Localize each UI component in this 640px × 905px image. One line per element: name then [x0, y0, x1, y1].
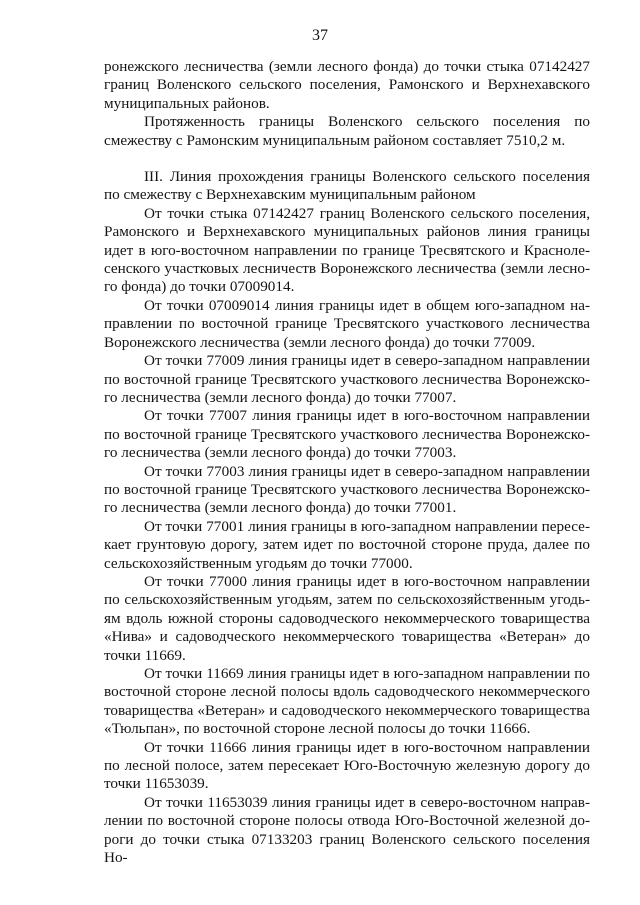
paragraph-point-77003: От точки 77003 линия границы идет в северо-западном направлении по восточной границе Тресвятского участкового лесничества Воронежского лесничества (земли лесного фонда) до точки 77001.: [104, 462, 590, 517]
paragraph-point-11669: От точки 11669 линия границы идет в юго-западном направлении по восточной стороне лесной полосы вдоль садоводческого некоммерческого товарищества «Ветеран» и садоводческого некоммерческого товарищества «Тюльпан», по восточной стороне лесной полосы до точки 11666.: [104, 665, 590, 738]
paragraph-boundary-length: Протяженность границы Воленского сельского поселения по смежеству с Рамонским муниципальным районом составляет 7510,2 м.: [104, 113, 590, 149]
section-heading: III. Линия прохождения границы Воленского сельского поселения по смежеству с Верхнехавским муниципальным районом: [104, 168, 590, 204]
document-body: [104, 58, 590, 867]
paragraph-continuation: ронежского лесничества (земли лесного фонда) до точки стыка 07142427 границ Воленского сельского поселения, Рамонского и Верхнехавского муниципальных районов.: [104, 58, 590, 112]
paragraph-point-11653039: От точки 11653039 линия границы идет в северо-восточном направлении по восточной стороне полосы отвода Юго-Восточной железной дороги до точки стыка 07133203 границ Воленского сельского поселения Но-: [104, 793, 590, 867]
paragraph-point-07142427: От точки стыка 07142427 границ Воленского сельского поселения, Рамонского и Верхнехавского муниципальных районов линия границы идет в юго-восточном направлении по границе Тресвятского и Краснолесенского участковых лесничеств Воронежского лесничества (земли лесного фонда) до точки 07009014.: [104, 204, 590, 296]
paragraph-point-11666: От точки 11666 линия границы идет в юго-восточном направлении по лесной полосе, затем пересекает Юго-Восточную железную дорогу до точки 11653039.: [104, 738, 590, 793]
paragraph-point-77007: От точки 77007 линия границы идет в юго-восточном направлении по восточной границе Тресвятского участкового лесничества Воронежского лесничества (земли лесного фонда) до точки 77003.: [104, 407, 590, 462]
paragraph-point-77009: От точки 77009 линия границы идет в северо-западном направлении по восточной границе Тресвятского участкового лесничества Воронежского лесничества (земли лесного фонда) до точки 77007.: [104, 352, 590, 406]
page-number: 37: [312, 27, 328, 44]
paragraph-point-77001: От точки 77001 линия границы в юго-западном направлении пересекает грунтовую дорогу, затем идет по восточной стороне пруда, далее по сельскохозяйственным угодьям до точки 77000.: [104, 517, 590, 572]
paragraph-point-77000: От точки 77000 линия границы идет в юго-восточном направлении по сельскохозяйственным угодьям, затем по сельскохозяйственным угодьям вдоль южной стороны садоводческого некоммерческого товарищества «Нива» и садоводческого некоммерческого товарищества «Ветеран» до точки 11669.: [104, 572, 590, 664]
paragraph-point-07009014: От точки 07009014 линия границы идет в общем юго-западном направлении по восточной границе Тресвятского участкового лесничества Воронежского лесничества (земли лесного фонда) до точки 77009.: [104, 296, 590, 351]
